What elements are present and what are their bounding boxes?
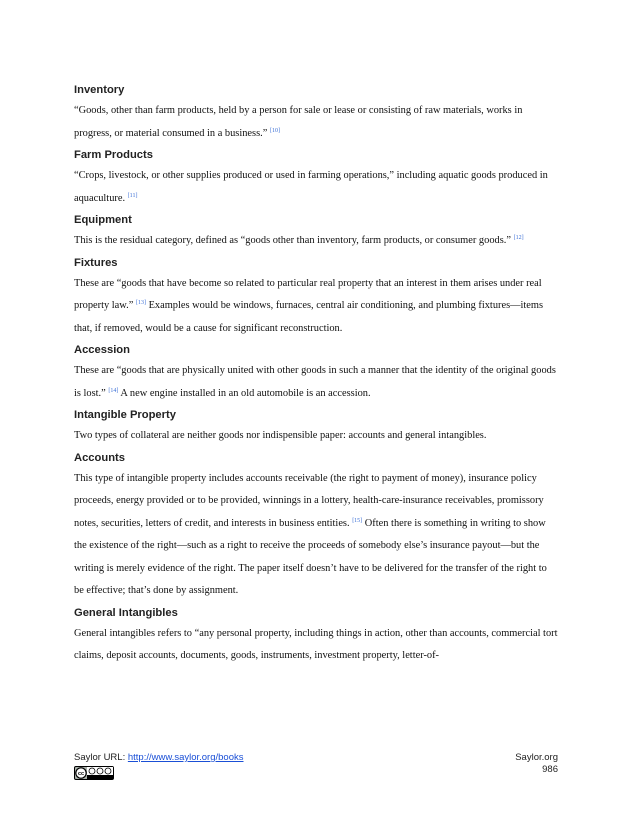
heading-fixtures: Fixtures <box>74 256 118 269</box>
heading-inventory: Inventory <box>74 84 125 96</box>
footnote-ref-12[interactable]: [12] <box>513 235 524 241</box>
paragraph-inventory: “Goods, other than farm products, held by a person for sale or lease or consisting of raw materials, works in progress, or material consumed in a business.” [10] <box>74 105 523 139</box>
heading-equipment: Equipment <box>74 214 132 226</box>
paragraph-general-intangibles: General intangibles refers to “any personal property, including things in action, other than accounts, commercial tort claims, deposit accounts, documents, goods, instruments, investment property, letter-of- <box>74 627 558 661</box>
heading-general-intangibles: General Intangibles <box>74 606 178 619</box>
footer-source <box>74 752 244 763</box>
heading-accession: Accession <box>74 344 130 356</box>
page-content <box>74 80 558 668</box>
heading-accounts: Accounts <box>74 451 125 464</box>
paragraph-fixtures: These are “goods that have become so related to particular real property that an interest in them arises under real property law.” [13] Examples would be windows, furnaces, central air conditioning, and plumbing fixtures—items that, if removed, would be a cause for significant reconstruction. <box>74 277 544 334</box>
page-number: 986 <box>542 764 558 775</box>
paragraph-equipment: This is the residual category, defined as “goods other than inventory, farm products, or consumer goods.” [12] <box>74 235 524 246</box>
footer-site: Saylor.org <box>515 752 558 763</box>
creative-commons-by-nc-sa-icon <box>74 766 114 780</box>
heading-farm-products: Farm Products <box>74 149 153 161</box>
footnote-ref-13[interactable]: [13] <box>135 300 146 306</box>
heading-intangible-property: Intangible Property <box>74 409 176 421</box>
footer-right <box>515 752 558 776</box>
paragraph-accounts: This type of intangible property includes accounts receivable (the right to payment of money), insurance policy proceeds, energy provided or to be provided, winnings in a lottery, health-care-insurance receivables, promissory notes, securities, letters of credit, and interests in business entities. [15] Often there is something in writing to show the existence of the right—such as a right to receive the proceeds of somebody else’s insurance payout—but the writing is merely evidence of the right. The paper itself doesn’t have to be delivered for the transfer of the right to be effective; that’s done by assignment. <box>74 472 547 596</box>
footnote-ref-15[interactable]: [15] <box>352 517 363 524</box>
paragraph-intangible-property: Two types of collateral are neither goods nor indispensible paper: accounts and general intangibles. <box>74 430 487 441</box>
footnote-ref-11[interactable]: [11] <box>127 192 138 199</box>
paragraph-farm-products: “Crops, livestock, or other supplies produced or used in farming operations,” including aquatic goods produced in aquaculture. [11] <box>74 170 548 204</box>
paragraph-accession: These are “goods that are physically united with other goods in such a manner that the identity of the original goods is lost.” [14] A new engine installed in an old automobile is an accession. <box>74 365 556 399</box>
footer-url-label: Saylor URL: <box>74 752 128 763</box>
svg-text:cc: cc <box>77 771 85 777</box>
footnote-ref-14[interactable]: [14] <box>108 387 119 394</box>
footnote-ref-10[interactable]: [10] <box>269 127 280 134</box>
footer-url-link[interactable]: http://www.saylor.org/books <box>127 752 244 763</box>
